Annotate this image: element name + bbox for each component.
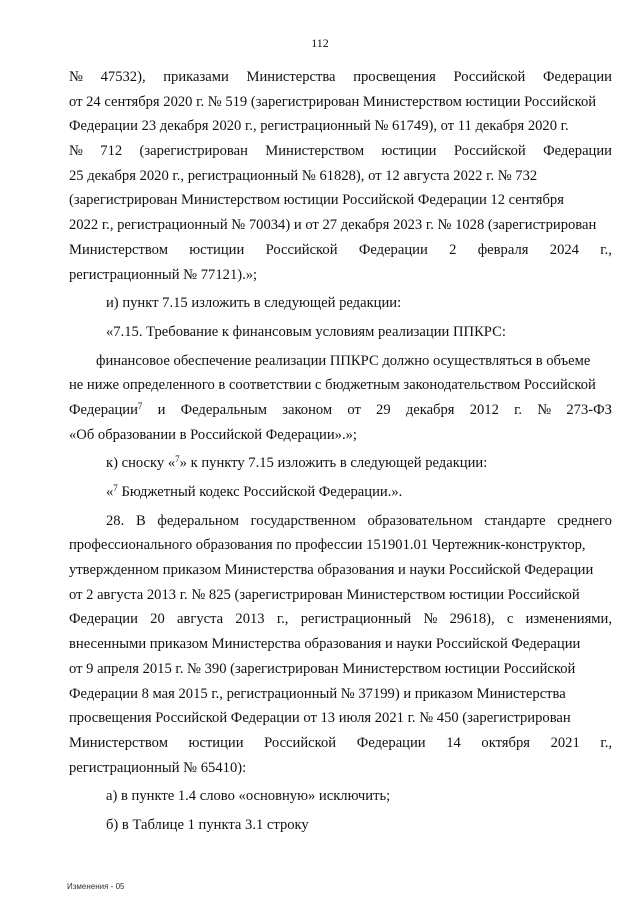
footnote-ref: 7 xyxy=(175,454,180,465)
text-line: от 2 августа 2013 г. № 825 (зарегистрирован Министерством юстиции Российской xyxy=(69,586,580,603)
text-line: от 9 апреля 2015 г. № 390 (зарегистрирован Министерством юстиции Российской xyxy=(69,660,576,677)
paragraph-clause-7-15: «7.15. Требование к финансовым условиям реализации ППКРС: xyxy=(106,323,506,340)
footnote-ref: 7 xyxy=(113,483,118,493)
text-line: Федерации 23 декабря 2020 г., регистрационный № 61749), от 11 декабря 2020 г. xyxy=(69,118,569,135)
text-line: просвещения Российской Федерации от 13 июля 2021 г. № 450 (зарегистрирован xyxy=(69,710,571,727)
text-line: Федерации 8 мая 2015 г., регистрационный № 37199) и приказом Министерства xyxy=(69,685,566,702)
paragraph-item-a: а) в пункте 1.4 слово «основную» исключить; xyxy=(106,788,391,805)
paragraph-item-k: к) сноску «$^7$» к пункту 7.15 изложить в следующей редакции: xyxy=(106,454,488,472)
document-body xyxy=(69,65,612,838)
page-footer: Изменения - 05 xyxy=(67,882,125,891)
text-line: Министерством юстиции Российской Федерации 2 февраля 2024 г., xyxy=(69,241,612,258)
text-line: 25 декабря 2020 г., регистрационный № 61828), от 12 августа 2022 г. № 732 xyxy=(69,167,538,184)
paragraph-item-b: б) в Таблице 1 пункта 3.1 строку xyxy=(106,816,309,833)
text-line: утвержденном приказом Министерства образования и науки Российской Федерации xyxy=(69,562,594,579)
text-line: (зарегистрирован Министерством юстиции Российской Федерации 12 сентября xyxy=(69,192,564,209)
paragraph-continuation xyxy=(69,65,612,287)
text-line: профессионального образования по профессии 151901.01 Чертежник-конструктор, xyxy=(69,537,586,554)
text-line: от 24 сентября 2020 г. № 519 (зарегистрирован Министерством юстиции Российской xyxy=(69,93,597,110)
text-line: «Об образовании в Российской Федерации».»; xyxy=(69,426,357,443)
page-number: 112 xyxy=(311,36,329,50)
footnote-ref: 7 xyxy=(137,400,143,411)
text-line: 2022 г., регистрационный № 70034) и от 27 декабря 2023 г. № 1028 (зарегистрирован xyxy=(69,217,597,234)
text-line: не ниже определенного в соответствии с бюджетным законодательством Российской xyxy=(69,377,596,394)
paragraph-item-i: и) пункт 7.15 изложить в следующей редакции: xyxy=(106,295,402,312)
text-line: № 47532), приказами Министерства просвещения Российской Федерации xyxy=(69,69,612,85)
text-line: Федерации 20 августа 2013 г., регистрационный № 29618), с изменениями, xyxy=(69,611,612,628)
paragraph-financial-provision xyxy=(69,349,612,448)
paragraph-28 xyxy=(69,509,612,781)
text-line: регистрационный № 65410): xyxy=(69,759,247,776)
text-line: финансовое обеспечение реализации ППКРС должно осуществляться в объеме xyxy=(96,352,591,369)
text-line: № 712 (зарегистрирован Министерством юстиции Российской Федерации xyxy=(69,143,612,160)
paragraph-footnote-text: «$^7$ Бюджетный кодекс Российской Федерации.». xyxy=(106,483,403,500)
text-line: Федерации$^7$ и Федеральным законом от 29 декабря 2012 г. № 273-ФЗ xyxy=(69,400,612,418)
text-line: регистрационный № 77121).»; xyxy=(69,266,258,283)
text-line: Министерством юстиции Российской Федерации 14 октября 2021 г., xyxy=(69,734,612,751)
text-line: внесенными приказом Министерства образования и науки Российской Федерации xyxy=(69,636,581,653)
text-line: 28. В федеральном государственном образовательном стандарте среднего xyxy=(106,512,612,529)
